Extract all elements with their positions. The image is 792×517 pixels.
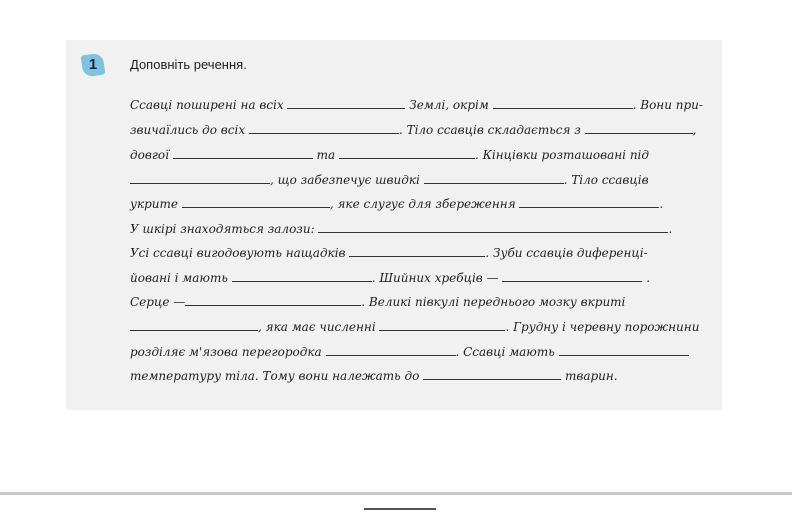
- text-segment: , що забезпечує швидкі: [270, 173, 420, 187]
- answer-blank[interactable]: [502, 280, 642, 282]
- home-indicator[interactable]: [364, 508, 436, 510]
- answer-blank[interactable]: [130, 329, 258, 331]
- answer-blank[interactable]: [182, 206, 330, 208]
- text-segment: . Грудну і черевну порожнини: [505, 320, 700, 334]
- sentence-line: [130, 173, 649, 187]
- text-segment: Серце —: [130, 295, 186, 309]
- sentence-line: [130, 271, 650, 285]
- answer-blank[interactable]: [339, 157, 475, 159]
- sentence-line: [130, 246, 648, 260]
- answer-blank[interactable]: [287, 107, 405, 109]
- text-segment: Усі ссавці вигодовують нащадків: [130, 246, 346, 260]
- sentence-line: [130, 345, 689, 359]
- text-segment: ,: [692, 123, 697, 137]
- exercise-title: Доповніть речення.: [130, 57, 247, 72]
- text-segment: .: [659, 197, 664, 211]
- bottom-divider: [0, 492, 792, 495]
- text-segment: укрите: [130, 197, 179, 211]
- sentence-line: [130, 98, 703, 112]
- answer-blank[interactable]: [232, 280, 372, 282]
- text-segment: .: [668, 222, 673, 236]
- text-segment: розділяє м'язова перегородка: [130, 345, 322, 359]
- sentence-line: [130, 295, 625, 309]
- text-segment: . Великі півкулі переднього мозку вкриті: [361, 295, 626, 309]
- answer-blank[interactable]: [585, 132, 693, 134]
- sentence-line: [130, 197, 663, 211]
- answer-blank[interactable]: [424, 182, 564, 184]
- text-segment: . Шийних хребців —: [371, 271, 499, 285]
- text-segment: . Тіло ссавців: [563, 173, 649, 187]
- text-segment: Землі, окрім: [409, 98, 489, 112]
- exercise-number: 1: [88, 56, 98, 73]
- answer-blank[interactable]: [559, 354, 689, 356]
- answer-blank[interactable]: [318, 231, 668, 233]
- text-segment: йовані і мають: [130, 271, 228, 285]
- sentence-line: [130, 320, 699, 334]
- text-segment: звичаїлись до всіх: [130, 123, 246, 137]
- sentence-line: [130, 369, 618, 383]
- sentence-line: [130, 123, 696, 137]
- sentence-line: [130, 148, 649, 162]
- text-segment: . Тіло ссавців складається з: [398, 123, 581, 137]
- text-segment: довгої: [130, 148, 169, 162]
- answer-blank[interactable]: [173, 157, 313, 159]
- text-segment: температуру тіла. Тому вони належать до: [130, 369, 420, 383]
- answer-blank[interactable]: [379, 329, 505, 331]
- sentence-line: [130, 222, 672, 236]
- text-segment: тварин.: [564, 369, 618, 383]
- answer-blank[interactable]: [326, 354, 456, 356]
- text-segment: . Кінцівки розташовані під: [474, 148, 649, 162]
- text-segment: У шкірі знаходяться залози:: [130, 222, 315, 236]
- answer-blank[interactable]: [130, 182, 270, 184]
- answer-blank[interactable]: [185, 304, 361, 306]
- text-segment: Ссавці поширені на всіх: [130, 98, 284, 112]
- text-segment: . Вони при-: [632, 98, 703, 112]
- answer-blank[interactable]: [519, 206, 659, 208]
- text-segment: , яке слугує для збереження: [329, 197, 516, 211]
- answer-blank[interactable]: [249, 132, 399, 134]
- text-segment: . Зуби ссавців диференці-: [485, 246, 648, 260]
- text-segment: та: [316, 148, 336, 162]
- text-segment: . Ссавці мають: [455, 345, 555, 359]
- answer-blank[interactable]: [349, 255, 485, 257]
- answer-blank[interactable]: [493, 107, 633, 109]
- answer-blank[interactable]: [423, 378, 561, 380]
- text-segment: , яка має численні: [258, 320, 376, 334]
- text-segment: .: [646, 271, 651, 285]
